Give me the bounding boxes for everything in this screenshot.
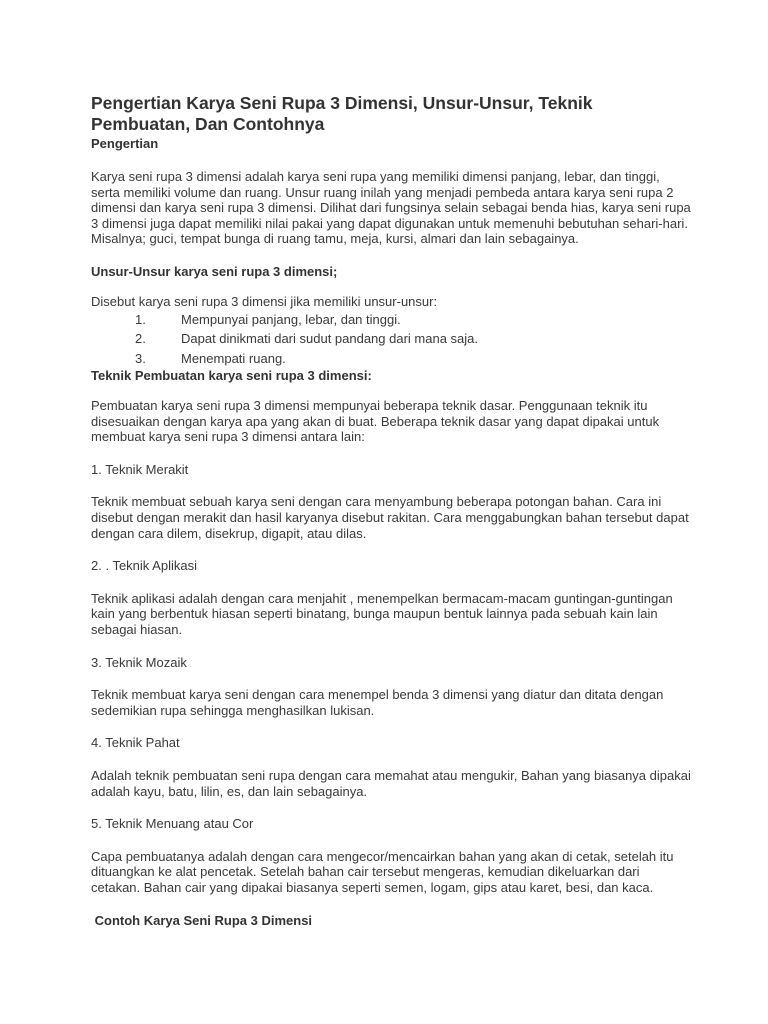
teknik-body-mozaik: Teknik membuat karya seni dengan cara menempel benda 3 dimensi yang diatur dan ditata dengan sedemikian rupa sehingga menghasilkan lukisan. <box>91 687 664 718</box>
paragraph-teknik-intro: Pembuatan karya seni rupa 3 dimensi mempunyai beberapa teknik dasar. Penggunaan teknik itu disesuaikan dengan karya apa yang akan di buat. Beberapa teknik dasar yang dapat dipakai untuk membuat karya seni rupa 3 dimensi antara lain: <box>91 398 660 445</box>
list-item <box>91 329 691 349</box>
list-item <box>91 349 691 369</box>
teknik-title-cor: 5. Teknik Menuang atau Cor <box>91 816 254 832</box>
list-item-text: Menempati ruang. <box>181 350 286 366</box>
teknik-body-pahat: Adalah teknik pembuatan seni rupa dengan cara memahat atau mengukir, Bahan yang biasanya dipakai adalah kayu, batu, lilin, es, dan lain sebagainya. <box>91 767 691 799</box>
list-item-text: Mempunyai panjang, lebar, dan tinggi. <box>181 311 401 327</box>
teknik-body-cor: Capa pembuatanya adalah dengan cara mengecor/mencairkan bahan yang akan di cetak, setelah itu dituangkan ke alat pencetak. Setelah bahan cair tersebut mengeras, kemudian dikeluarkan dari cetakan. Bahan cair yang dipakai biasanya seperti semen, logam, gips atau karet, besi, dan kaca. <box>91 848 674 895</box>
paragraph-pengertian: Karya seni rupa 3 dimensi adalah karya seni rupa yang memiliki dimensi panjang, lebar, dan tinggi, serta memiliki volume dan ruang. Unsur ruang inilah yang menjadi pembeda antara karya seni rupa 2 dimensi dan karya seni rupa 3 dimensi. Dilihat dari fungsinya selain sebagai benda hias, karya seni rupa 3 dimensi juga dapat memiliki nilai pakai yang dapat digunakan untuk memenuhi bebutuhan sehari-hari. Misalnya; guci, tempat bunga di ruang tamu, meja, kursi, almari dan lain sebagainya. <box>91 169 691 247</box>
list-item-number: 2. <box>135 331 146 347</box>
list-item-number: 3. <box>135 350 146 366</box>
section-heading-pengertian: Pengertian <box>91 136 159 151</box>
paragraph-unsur-intro: Disebut karya seni rupa 3 dimensi jika memiliki unsur-unsur: <box>91 293 438 309</box>
teknik-body-merakit: Teknik membuat sebuah karya seni dengan cara menyambung beberapa potongan bahan. Cara ini disebut dengan merakit dan hasil karyanya disebut rakitan. Cara menggabungkan bahan tersebut dapat dengan cara dilem, disekrup, digapit, atau dilas. <box>91 494 689 541</box>
teknik-body-aplikasi: Teknik aplikasi adalah dengan cara menjahit , menempelkan bermacam-macam guntingan-guntingan kain yang berbentuk hiasan seperti binatang, bunga maupun bentuk lainnya pada sebuah kain lain sebagai hiasan. <box>91 590 673 637</box>
list-item-text: Dapat dinikmati dari sudut pandang dari mana saja. <box>181 331 479 347</box>
unsur-list <box>91 310 691 369</box>
list-item <box>91 310 691 330</box>
document-content <box>91 93 691 929</box>
section-heading-teknik: Teknik Pembuatan karya seni rupa 3 dimensi: <box>91 368 372 384</box>
section-heading-contoh: Contoh Karya Seni Rupa 3 Dimensi <box>91 912 313 928</box>
teknik-title-pahat: 4. Teknik Pahat <box>91 735 180 751</box>
section-heading-unsur: Unsur-Unsur karya seni rupa 3 dimensi; <box>91 263 338 279</box>
teknik-title-aplikasi: 2. . Teknik Aplikasi <box>91 558 197 574</box>
teknik-title-mozaik: 3. Teknik Mozaik <box>91 654 187 670</box>
teknik-title-merakit: 1. Teknik Merakit <box>91 461 189 477</box>
list-item-number: 1. <box>135 311 146 327</box>
document-title: Pengertian Karya Seni Rupa 3 Dimensi, Unsur-Unsur, Teknik Pembuatan, Dan Contohnya <box>91 93 593 134</box>
